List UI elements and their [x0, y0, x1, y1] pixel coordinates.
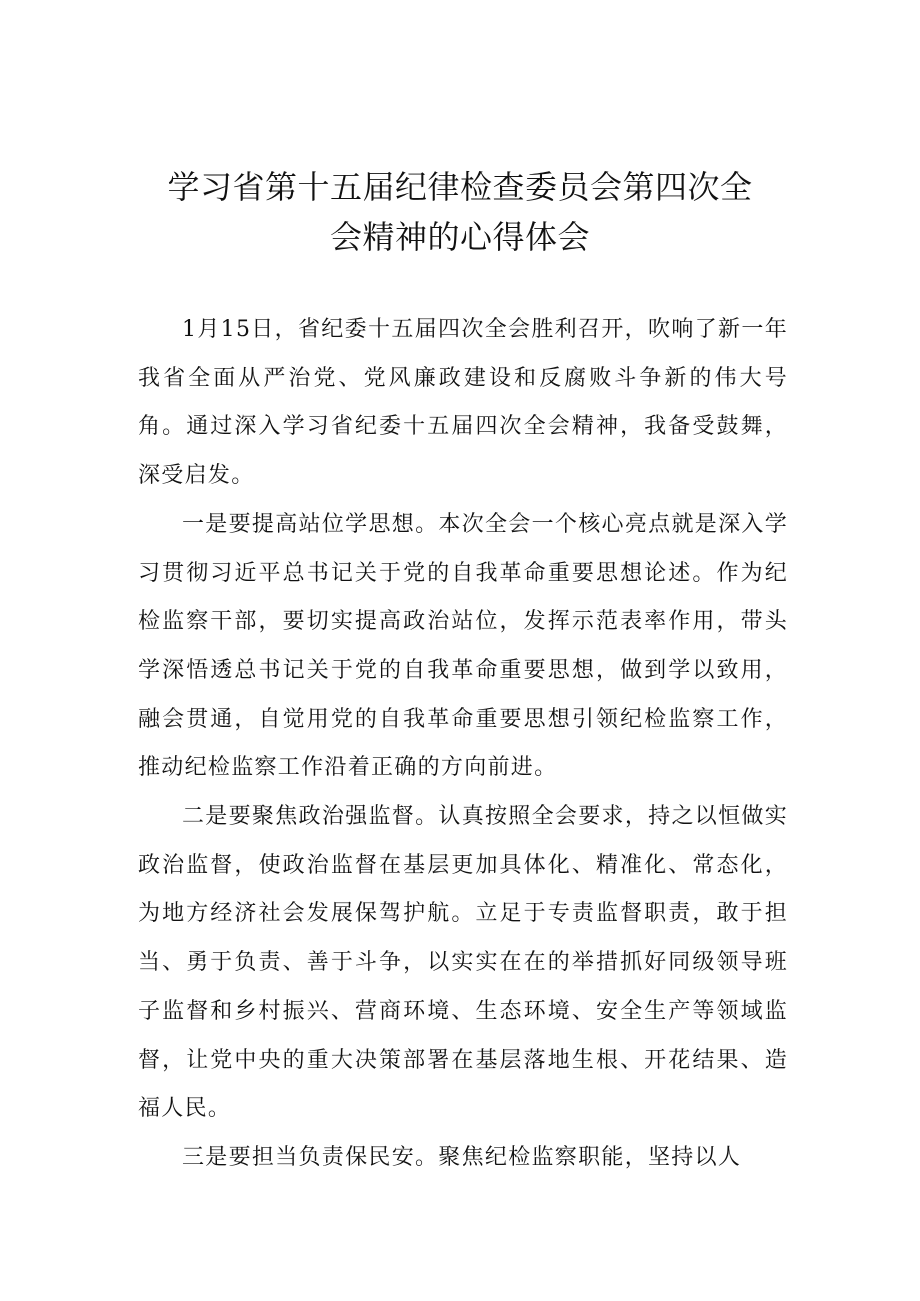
paragraph-point-2: 二是要聚焦政治强监督。认真按照全会要求，持之以恒做实政治监督，使政治监督在基层更加具体化、精准化、常态化，为地方经济社会发展保驾护航。立足于专责监督职责，敢于担当、勇于负责、善于斗争，以实实在在的举措抓好同级领导班子监督和乡村振兴、营商环境、生态环境、安全生产等领域监督，让党中央的重大决策部署在基层落地生根、开花结果、造福人民。 — [138, 804, 788, 1122]
title-line-2: 会精神的心得体会 — [329, 218, 590, 256]
paragraph-point-3: 三是要担当负责保民安。聚焦纪检监察职能，坚持以人 — [182, 1144, 742, 1170]
document-body — [138, 306, 788, 1183]
paragraph-intro: 1月15日，省纪委十五届四次全会胜利召开，吹响了新一年我省全面从严治党、党风廉政建设和反腐败斗争新的伟大号角。通过深入学习省纪委十五届四次全会精神，我备受鼓舞，深受启发。 — [138, 317, 788, 489]
title-line-1: 学习省第十五届纪律检查委员会第四次全 — [167, 168, 753, 206]
document-title — [100, 162, 820, 262]
paragraph-point-1: 一是要提高站位学思想。本次全会一个核心亮点就是深入学习贯彻习近平总书记关于党的自我革命重要思想论述。作为纪检监察干部，要切实提高政治站位，发挥示范表率作用，带头学深悟透总书记关于党的自我革命重要思想，做到学以致用，融会贯通，自觉用党的自我革命重要思想引领纪检监察工作，推动纪检监察工作沿着正确的方向前进。 — [138, 511, 788, 781]
